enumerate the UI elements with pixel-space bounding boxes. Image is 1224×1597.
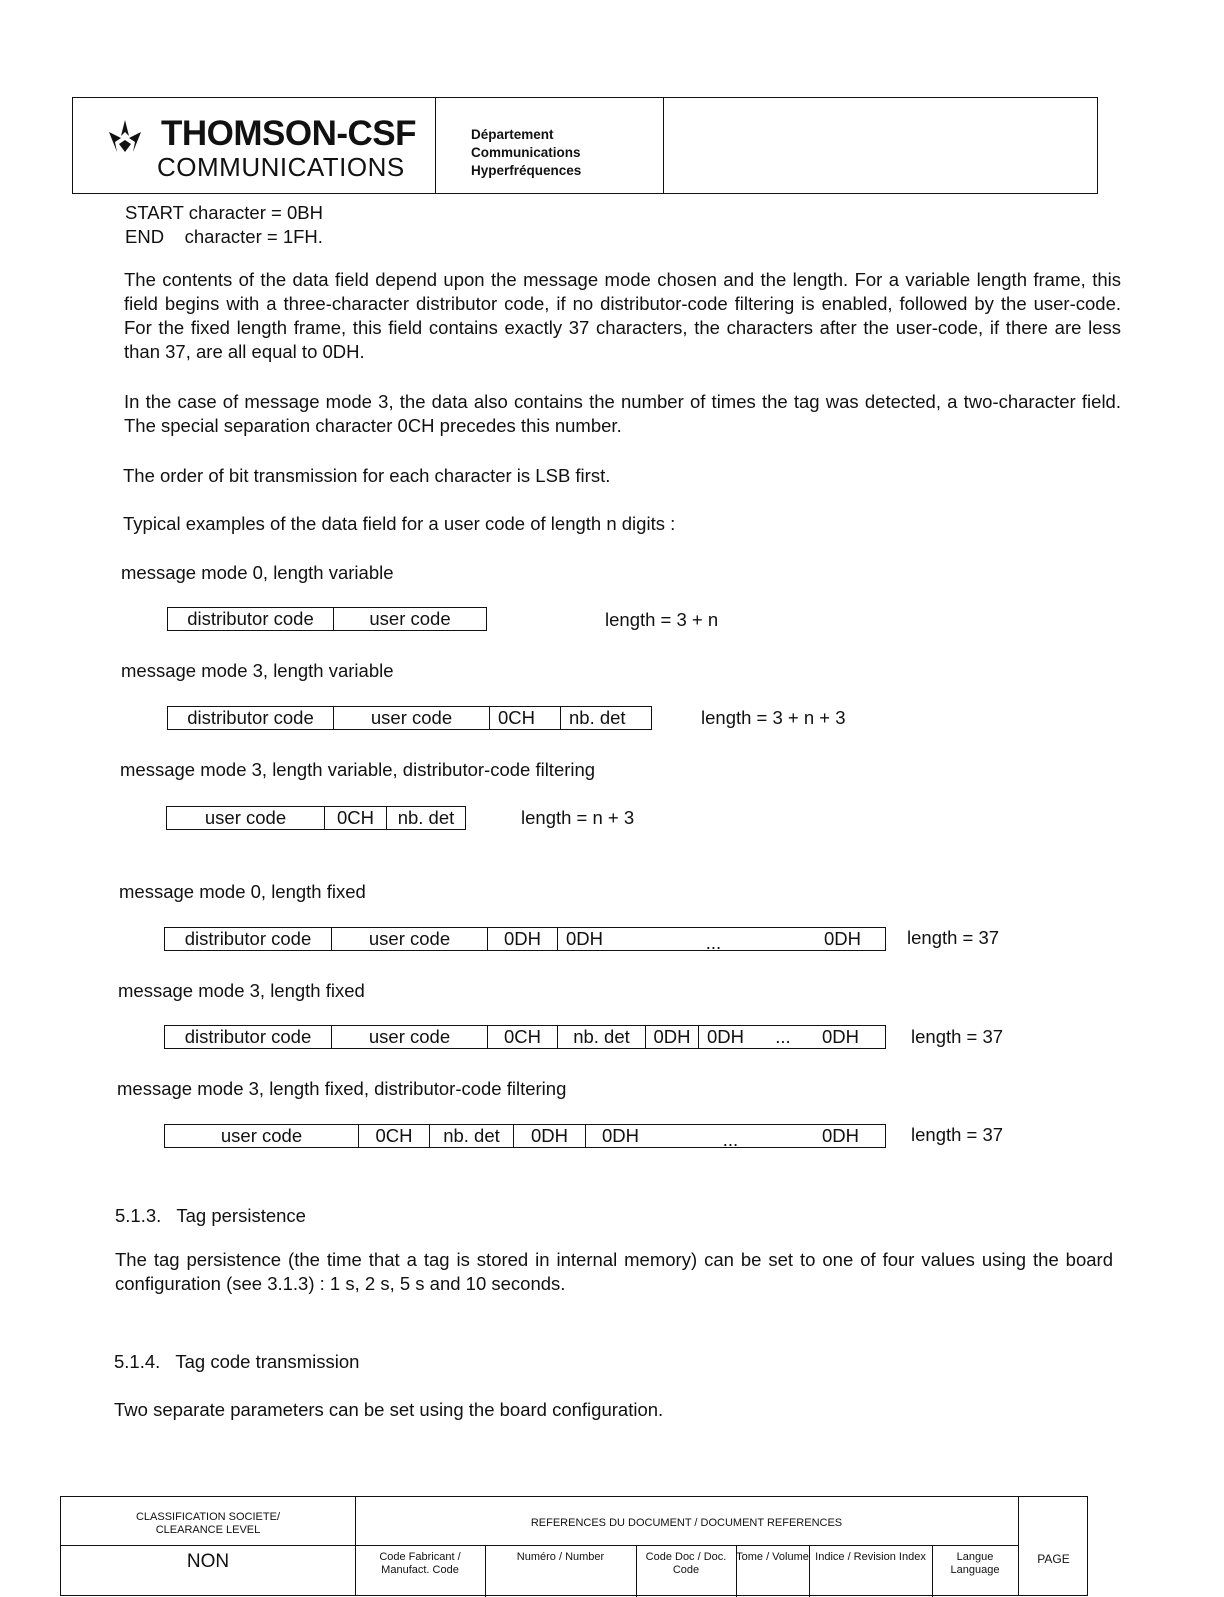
frame-ellipsis: ... [722, 1129, 739, 1147]
frame-cell-group [699, 1026, 885, 1048]
example-caption: message mode 0, length fixed [119, 881, 366, 902]
frame-length: length = 3 + n [605, 609, 719, 630]
column-language: Langue Language [950, 1551, 1000, 1576]
department-line-1: Département [471, 127, 554, 142]
end-character-line: END character = 1FH. [125, 226, 323, 247]
frame-cell: nb. det [430, 1125, 514, 1147]
frame-cell: 0DH [823, 928, 861, 949]
example-caption: message mode 0, length variable [121, 562, 394, 583]
frame-cell: 0DH [566, 928, 604, 949]
frame-cell: distributor code [165, 928, 332, 950]
data-frame [166, 806, 466, 830]
data-frame [164, 927, 886, 951]
paragraph-bit-order: The order of bit transmission for each character is LSB first. [123, 465, 611, 486]
frame-length: length = 37 [907, 927, 1000, 948]
section-text: Two separate parameters can be set using the board configuration. [114, 1399, 664, 1420]
frame-cell: 0CH [490, 707, 561, 729]
frame-length: length = n + 3 [521, 807, 635, 828]
section-heading: 5.1.4. Tag code transmission [114, 1351, 360, 1372]
references-label: REFERENCES DU DOCUMENT / DOCUMENT REFERENCES [530, 1517, 843, 1529]
department-cell [435, 98, 664, 193]
frame-length: length = 37 [911, 1124, 1004, 1145]
data-frame [164, 1025, 886, 1049]
frame-length: length = 37 [911, 1026, 1004, 1047]
frame-ellipsis: ... [775, 1026, 791, 1047]
data-frame [164, 1124, 886, 1148]
frame-ellipsis: ... [705, 932, 722, 950]
frame-cell: nb. det [558, 1026, 646, 1048]
frame-cell: 0DH [602, 1125, 640, 1146]
frame-cell: user code [332, 928, 488, 950]
frame-cell: 0DH [707, 1026, 745, 1047]
department-line-2: Communications [471, 145, 581, 160]
page-label: PAGE [1037, 1552, 1070, 1566]
frame-cell: 0DH [821, 1026, 859, 1047]
document-references-footer [60, 1496, 1088, 1596]
data-frame [167, 607, 487, 631]
logo-cell [73, 98, 436, 193]
frame-length: length = 3 + n + 3 [701, 707, 846, 728]
frame-cell: user code [332, 1026, 488, 1048]
paragraph-data-field: The contents of the data field depend upon the message mode chosen and the length. For a variable length frame, this field begins with a three-character distributor code, if no distributor-code filtering is enabled, followed by the user-code. For the fixed length frame, this field contains exactly 37 characters, the characters after the user-code, if there are less than 37, are all equal to 0DH. [124, 269, 1121, 362]
frame-cell: 0DH [488, 928, 558, 950]
start-character-line: START character = 0BH [125, 202, 323, 223]
frame-cell: user code [334, 707, 490, 729]
frame-cell: 0DH [821, 1125, 859, 1146]
frame-cell: 0DH [646, 1026, 699, 1048]
company-division: COMMUNICATIONS [157, 152, 405, 182]
data-frame [167, 706, 652, 730]
example-caption: message mode 3, length fixed [118, 980, 365, 1001]
column-manufacturer-code: Code Fabricant / Manufact. Code [379, 1551, 461, 1576]
frame-cell: 0CH [359, 1125, 430, 1147]
paragraph-examples-intro: Typical examples of the data field for a user code of length n digits : [123, 513, 676, 534]
frame-cell: nb. det [397, 807, 455, 828]
section-heading: 5.1.3. Tag persistence [115, 1205, 306, 1226]
classification-label: CLASSIFICATION SOCIETE/ CLEARANCE LEVEL [135, 1511, 281, 1536]
example-caption: message mode 3, length fixed, distributor-code filtering [117, 1078, 567, 1099]
frame-cell: user code [369, 608, 451, 629]
company-name: THOMSON-CSF [161, 114, 417, 153]
frame-cell-group [558, 928, 885, 950]
section-text: The tag persistence (the time that a tag is stored in internal memory) can be set to one of four values using the board configuration (see 3.1.3) : 1 s, 2 s, 5 s and 10 seconds. [115, 1249, 1113, 1294]
paragraph-mode-3: In the case of message mode 3, the data also contains the number of times the tag was detected, a two-character field. The special separation character 0CH precedes this number. [124, 391, 1121, 436]
column-doc-code: Code Doc / Doc. Code [645, 1551, 727, 1576]
frame-cell-group [586, 1125, 885, 1147]
column-volume: Tome / Volume [736, 1551, 809, 1563]
frame-cell: user code [165, 1125, 359, 1147]
frame-cell: 0CH [488, 1026, 558, 1048]
thomson-logo-icon [105, 118, 145, 158]
column-revision-index: Indice / Revision Index [815, 1551, 926, 1563]
frame-cell: user code [167, 807, 325, 829]
document-header [72, 97, 1098, 194]
frame-cell: distributor code [165, 1026, 332, 1048]
frame-cell: 0DH [514, 1125, 586, 1147]
example-caption: message mode 3, length variable, distributor-code filtering [120, 759, 596, 780]
frame-cell: nb. det [569, 707, 626, 728]
department-line-3: Hyperfréquences [471, 163, 582, 178]
example-caption: message mode 3, length variable [121, 660, 394, 681]
column-number: Numéro / Number [516, 1551, 605, 1563]
classification-value: NON [186, 1551, 230, 1572]
frame-cell: distributor code [168, 608, 334, 630]
frame-cell: 0CH [325, 807, 387, 829]
frame-cell: distributor code [168, 707, 334, 729]
